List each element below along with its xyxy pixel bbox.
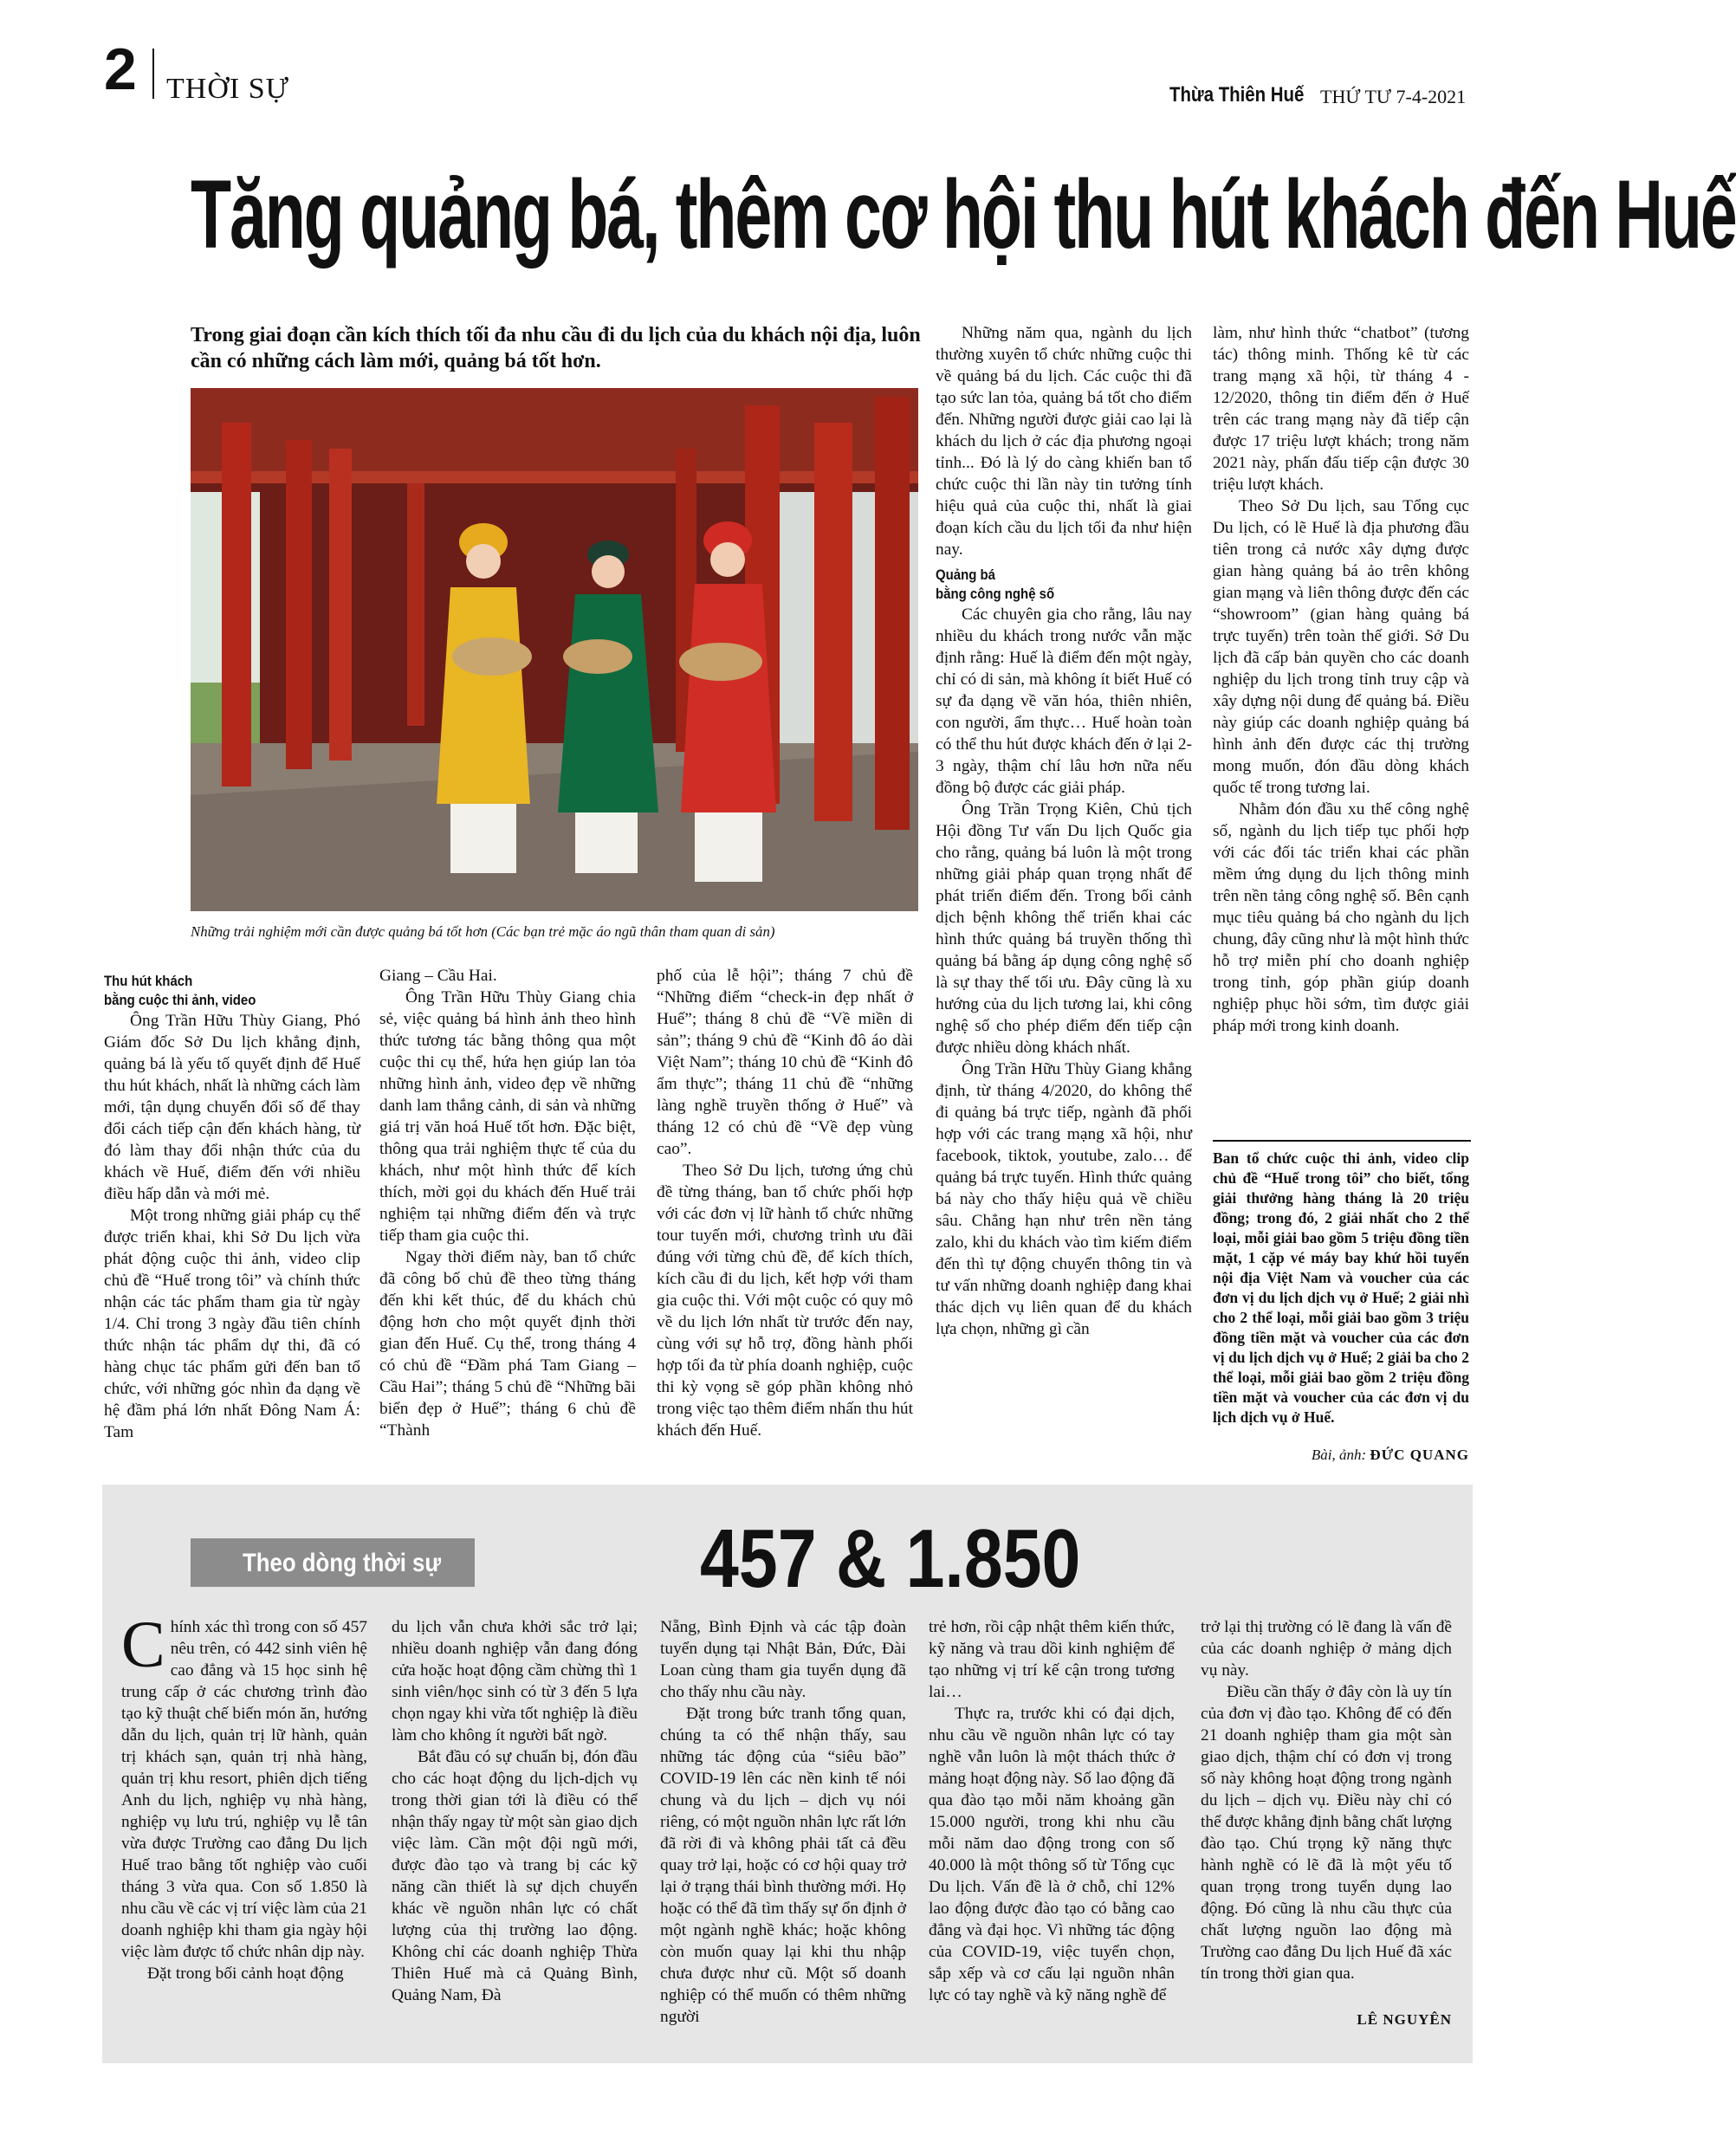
subhead-1-line-1: Thu hút khách — [104, 973, 193, 989]
newspaper-name: Thừa Thiên Huế — [1169, 83, 1305, 107]
header-divider — [152, 49, 154, 99]
commentary-tag-label: Theo dòng thời sự — [243, 1549, 442, 1577]
page-number: 2 — [104, 36, 137, 102]
paragraph: trở lại thị trường có lẽ đang là vấn đề của các doanh nghiệp ở mảng dịch vụ này. — [1201, 1618, 1452, 1680]
paragraph: du lịch vẫn chưa khởi sắc trở lại; nhiều doanh nghiệp vẫn đang đóng cửa hoặc hoạt động cầm chừng thì 1 sinh viên/học sinh có từ 3 đến 5 lựa chọn ngay khi vừa tốt nghiệp là điều làm cho không ít người bất ngờ. — [392, 1618, 638, 1744]
subhead-2-line-2: bằng công nghệ số — [936, 586, 1055, 602]
commentary-column-3 — [660, 1616, 906, 2028]
paragraph: Điều cần thấy ở đây còn là uy tín của đơn vị đào tạo. Không để có đến 21 doanh nghiệp tham gia một sàn giao dịch, thậm chí có đơn vị trong số này không hoạt động trong ngành du lịch – dịch vụ. Điều này chỉ có thể được khẳng định bằng chất lượng đào tạo. Chú trọng kỹ năng thực hành nghề có lẽ đã là một yếu tố quan trọng trong tuyển dụng lao động. Đó cũng là nhu cầu thực của chất lượng nguồn lao động mà Trường cao đẳng Du lịch Huế đã xác tín trong thời gian qua. — [1201, 1683, 1452, 1983]
paragraph: Theo Sở Du lịch, sau Tổng cục Du lịch, có lẽ Huế là địa phương đầu tiên trong cả nước xây dựng được gian hàng quảng bá ảo trên không gian mạng và liên thông được đến các “showroom” (gian hàng quảng bá trực tuyến) trên toàn thế giới. Sở Du lịch đã cấp bản quyền cho các doanh nghiệp du lịch trong tỉnh truy cập và xây dựng nội dung để quảng bá. Điều này giúp các doanh nghiệp quảng bá hình ảnh đến được các thị trường mong muốn, đón đầu dòng khách quốc tế trong tương lai. — [1213, 497, 1469, 797]
paragraph: làm, như hình thức “chatbot” (tương tác) thông minh. Thống kê từ các trang mạng xã hội, từ tháng 4 - 12/2020, thông tin điểm đến ở Huế trên các trang mạng này đã tiếp cận được 17 triệu lượt khách; trong năm 2021 này, phấn đấu tiếp cận được 30 triệu lượt khách. — [1213, 324, 1469, 494]
commentary-column-5 — [1201, 1616, 1452, 1984]
issue-date: THỨ TƯ 7-4-2021 — [1320, 86, 1467, 107]
subhead-1-line-2: bằng cuộc thi ảnh, video — [104, 992, 256, 1008]
paragraph: Ông Trần Hữu Thùy Giang khẳng định, từ tháng 4/2020, do không thể đi quảng bá trực tiếp, ngành đã phối hợp với các trang mạng xã hội, như facebook, tiktok, youtube, zalo… để quảng bá trực tuyến. Hình thức quảng bá này cho thấy hiệu quả về chiều sâu. Chẳng hạn như trên nền tảng zalo, khi du khách vào tìm kiếm điểm đến thì tự động chuyển thông tin và tư vấn những doanh nghiệp đang khai thác dịch vụ liên quan để du khách lựa chọn, những gì cần — [936, 1060, 1192, 1338]
paragraph-text: hính xác thì trong con số 457 nêu trên, có 442 sinh viên hệ cao đẳng và 15 học sinh hệ trung cấp ở các chương trình đào tạo kỹ thuật chế biến món ăn, hướng dẫn du lịch, quản trị lữ hành, quản trị khách sạn, quản trị nhà hàng, quản trị khu resort, phiên dịch tiếng Anh du lịch, nghiệp vụ nhà hàng, nghiệp vụ lưu trú, nghiệp vụ lễ tân vừa được Trường cao đẳng Du lịch Huế trao bằng tốt nghiệp vào cuối tháng 3 vừa qua. Con số 1.850 là nhu cầu về các vị trí việc làm của 21 doanh nghiệp khi tham gia ngày hội việc làm được tổ chức nhân dịp này. — [121, 1618, 367, 1961]
article-column-5 — [1213, 322, 1469, 1037]
commentary-tag — [191, 1538, 475, 1587]
paragraph: Nhằm đón đầu xu thế công nghệ số, ngành du lịch tiếp tục phối hợp với các đối tác triển khai các phần mềm ứng dụng du lịch thông minh trên nền tảng công nghệ số. Bên cạnh mục tiêu quảng bá cho ngành du lịch chung, đây cũng như là một hình thức hỗ trợ miễn phí cho doanh nghiệp trong tỉnh, góp phần giúp doanh nghiệp phục hồi sớm, tìm được giải pháp mới trong kinh doanh. — [1213, 800, 1469, 1035]
article-photo — [191, 388, 918, 911]
paragraph: Một trong những giải pháp cụ thể được triển khai, khi Sở Du lịch vừa phát động cuộc thi ảnh, video clip chủ đề “Huế trong tôi” và chính thức nhận các tác phẩm tham gia từ ngày 1/4. Chỉ trong 3 ngày đầu tiên chính thức nhận tác phẩm dự thi, đã có hàng chục tác phẩm gửi đến ban tổ chức, với những góc nhìn đa dạng về hệ đầm phá lớn nhất Đông Nam Á: Tam — [104, 1207, 360, 1441]
paragraph: Các chuyên gia cho rằng, lâu nay nhiều du khách trong nước vẫn mặc định rằng: Huế là điểm đến một ngày, chỉ có di sản, mà không ít biết Huế có sự đa dạng về văn hóa, thiên nhiên, con người, ẩm thực… Huế hoàn toàn có thể thu hút được khách đến ở lại 2-3 ngày, thậm chí lâu hơn nữa nếu đồng bộ được các giải pháp. — [936, 605, 1192, 797]
paragraph — [121, 1609, 367, 1963]
article-column-2 — [379, 965, 636, 1441]
article-byline — [1213, 1447, 1469, 1464]
paragraph: Những năm qua, ngành du lịch thường xuyên tổ chức những cuộc thi về quảng bá du lịch. Các cuộc thi đã tạo sức lan tỏa, quảng bá tốt cho điểm đến. Những người được giải cao lại là khách du lịch ở các địa phương ngoại tỉnh... Đó là lý do càng khiến ban tổ chức cuộc thi lần này tin tưởng tính hiệu quả của cuộc thi, nhất là giai đoạn kích cầu du lịch tối đa như hiện nay. — [936, 324, 1192, 559]
paragraph: Theo Sở Du lịch, tương ứng chủ đề từng tháng, ban tổ chức phối hợp với các đơn vị lữ hành tổ chức những tour tuyến mới, chương trình ưu đãi đúng với từng chủ đề, để kích thích, kích cầu đi du lịch, kết hợp với tham gia cuộc thi. Với một cuộc có quy mô về du lịch lớn nhất từ trước đến nay, cùng với sự hỗ trợ, đồng hành phối hợp tối đa từ phía doanh nghiệp, cuộc thi kỳ vọng sẽ góp phần không nhỏ trong việc tạo thêm điểm nhấn thu hút khách đến Huế. — [657, 1162, 913, 1440]
article-column-3 — [657, 965, 913, 1441]
commentary-byline: LÊ NGUYÊN — [1357, 2011, 1452, 2028]
subhead-2-line-1: Quảng bá — [936, 566, 995, 583]
prize-note: Ban tổ chức cuộc thi ảnh, video clip chủ đề “Huế trong tôi” cho biết, tổng giải thưởng hàng tháng là 20 triệu đồng; trong đó, 2 giải nhất cho 2 thể loại, mỗi giải bao gồm 5 triệu đồng tiền mặt, 1 cặp vé máy bay khứ hồi tuyến nội địa Việt Nam và voucher của các đơn vị du lịch dịch vụ ở Huế; 2 giải nhì cho 2 thể loại, mỗi giải bao gồm 3 triệu đồng tiền mặt và voucher của các đơn vị du lịch dịch vụ ở Huế; 2 giải ba cho 2 thể loại, mỗi giải bao gồm 2 triệu đồng tiền mặt và voucher của các đơn vị du lịch dịch vụ ở Huế. — [1213, 1149, 1469, 1426]
paragraph: Đặt trong bức tranh tổng quan, chúng ta có thể nhận thấy, sau những tác động của “siêu bão” COVID-19 lên các nền kinh tế nói chung và du lịch – dịch vụ nói riêng, có một nguồn nhân lực rất lớn đã rời đi và không phải tất cả đều quay trở lại, hoặc có cơ hội quay trở lại ở trạng thái bình thường mới. Họ hoặc có thể đã tìm thấy sự ổn định ở một ngành nghề khác; hoặc không còn muốn quay lại khi thu nhập chưa được như cũ. Một số doanh nghiệp có thể muốn có thêm những người — [660, 1705, 906, 2026]
paragraph: Ông Trần Hữu Thùy Giang chia sẻ, việc quảng bá hình ảnh theo hình thức tương tác bằng thông qua một cuộc thi cụ thể, hứa hẹn giúp lan tỏa những hình ảnh, video đẹp về những danh lam thắng cảnh, di sản và những giá trị văn hoá Huế tốt hơn. Đặc biệt, thông qua trải nghiệm thực tế của du khách, như một hình thức để kích thích, mời gọi du khách đến Huế trải nghiệm tại những điểm đến và trực tiếp tham gia cuộc thi. — [379, 988, 636, 1245]
article-column-1 — [104, 972, 360, 1443]
paragraph: Thực ra, trước khi có đại dịch, nhu cầu về nguồn nhân lực có tay nghề vẫn luôn là một thách thức ở mảng hoạt động này. Số lao động đã qua đào tạo mỗi năm khoảng gần 15.000 người, trong khi nhu cầu mỗi năm dao động trong con số 40.000 là một thông số từ Tổng cục Du lịch. Vấn đề là ở chỗ, chỉ 12% lao động được đào tạo có bằng cao đẳng và đại học. Vì những tác động của COVID-19, việc tuyển chọn, sắp xếp và cơ cấu lại nguồn nhân lực có tay nghề và kỹ năng nghề để — [929, 1705, 1175, 2004]
paragraph: Đặt trong bối cảnh hoạt động — [147, 1965, 344, 1983]
paragraph: Nẵng, Bình Định và các tập đoàn tuyển dụng tại Nhật Bản, Đức, Đài Loan cùng tham gia tuyển dụng đã cho thấy nhu cầu này. — [660, 1618, 906, 1701]
paragraph: Bắt đầu có sự chuẩn bị, đón đầu cho các hoạt động du lịch-dịch vụ trong thời gian tới là điều có thể nhận thấy ngay từ một sàn giao dịch việc làm. Cần một đội ngũ mới, được đào tạo và trang bị các kỹ năng cần thiết là sự dịch chuyển khác về nguồn nhân lực có chất lượng của thị trường lao động. Không chỉ các doanh nghiệp Thừa Thiên Huế mà cả Quảng Bình, Quảng Nam, Đà — [392, 1748, 638, 2004]
commentary-title: 457 & 1.850 — [700, 1512, 1081, 1605]
byline-label: Bài, ảnh: — [1311, 1447, 1367, 1463]
drop-cap: C — [121, 1609, 165, 1681]
paragraph: Ông Trần Trọng Kiên, Chủ tịch Hội đồng Tư vấn Du lịch Quốc gia cho rằng, quảng bá luôn là một trong những giải pháp quan trọng nhất để phát triển điểm đến. Trong bối cảnh dịch bệnh không thể triển khai các hình thức quảng bá truyền thống thì quảng bá bằng áp dụng công nghệ số là sự thay thế tối ưu. Đây cũng là xu hướng của du lịch tương lai, khi công nghệ số cho phép điểm đến tiếp cận được nhiều dòng khách nhất. — [936, 800, 1192, 1057]
paragraph: Giang – Cầu Hai. — [379, 967, 497, 985]
article-headline: Tăng quảng bá, thêm cơ hội thu hút khách đến Huế — [191, 160, 1736, 269]
commentary-column-1 — [121, 1609, 367, 1984]
note-divider — [1213, 1140, 1471, 1142]
paragraph: Ông Trần Hữu Thùy Giang, Phó Giám đốc Sở Du lịch khẳng định, quảng bá là yếu tố quyết định để Huế thu hút khách, nhất là những cách làm mới, tận dụng chuyển đổi số để thay đổi cách tiếp cận đến khách hàng, từ đó làm thay đổi nhận thức của du khách về Huế, điểm đến với nhiều điều hấp dẫn và mới mẻ. — [104, 1012, 360, 1203]
commentary-column-4 — [929, 1616, 1175, 2006]
commentary-column-2 — [392, 1616, 638, 2006]
article-column-4 — [936, 322, 1192, 1340]
paragraph: Ngay thời điểm này, ban tổ chức đã công bố chủ đề theo từng tháng đến khi kết thúc, để du khách chủ động hơn cho một quyết định thời gian đến Huế. Cụ thể, trong tháng 4 có chủ đề “Đầm phá Tam Giang – Cầu Hai”; tháng 5 chủ đề “Những bãi biển đẹp ở Huế”; tháng 6 chủ đề “Thành — [379, 1248, 636, 1440]
photo-caption: Những trải nghiệm mới cần được quảng bá tốt hơn (Các bạn trẻ mặc áo ngũ thân tham quan di sản) — [191, 923, 775, 940]
byline-name: ĐỨC QUANG — [1370, 1447, 1469, 1463]
article-lead: Trong giai đoạn cần kích thích tối đa nhu cầu đi du lịch của du khách nội địa, luôn cần có những cách làm mới, quảng bá tốt hơn. — [191, 324, 921, 372]
paragraph: trẻ hơn, rồi cập nhật thêm kiến thức, kỹ năng và trau dồi kinh nghiệm để tạo những vị trí kế cận trong tương lai… — [929, 1618, 1175, 1701]
section-name: THỜI SỰ — [166, 73, 289, 105]
paragraph: phố của lễ hội”; tháng 7 chủ đề “Những điểm “check-in đẹp nhất ở Huế”; tháng 8 chủ đề “Về miền di sản”; tháng 9 chủ đề “Kinh đô áo dài Việt Nam”; tháng 10 chủ đề “Kinh đô ẩm thực”; tháng 11 chủ đề “những làng nghề truyền thống ở Huế” và tháng 12 có chủ đề “Về đẹp vùng cao”. — [657, 967, 913, 1158]
